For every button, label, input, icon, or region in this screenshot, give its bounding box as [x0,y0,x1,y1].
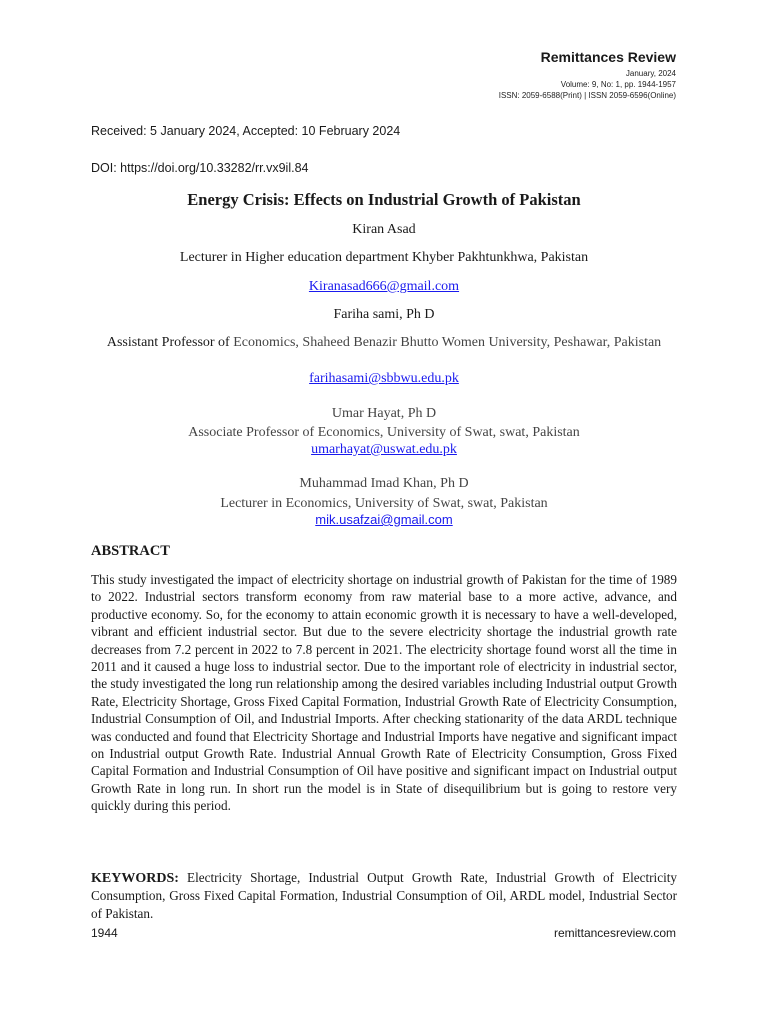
author-3-name: Umar Hayat, Ph D [331,406,437,421]
footer-site[interactable]: remittancesreview.com [553,926,676,940]
author-1-affiliation: Lecturer in Higher education department Khyber Pakhtunkhwa, Pakistan [179,250,589,265]
journal-header [499,48,676,101]
author-2-name: Fariha sami, Ph D [333,307,435,322]
author-2-affiliation [100,334,668,352]
abstract-heading: ABSTRACT [91,543,170,559]
paper-title: Energy Crisis: Effects on Industrial Growth of Pakistan [187,190,581,209]
author-1-email-row [91,278,677,296]
keywords-paragraph [91,869,677,922]
journal-volume: Volume: 9, No: 1, pp. 1944-1957 [560,80,676,89]
author-2-email-link[interactable]: farihasami@sbbwu.edu.pk [309,371,459,386]
author-2-email-row [91,370,677,388]
author-3-affiliation: Associate Professor of Economics, University of Swat, swat, Pakistan [188,425,580,440]
keywords-text: Electricity Shortage, Industrial Output Growth Rate, Industrial Growth of Electricity Consumption, Gross Fixed Capital Formation, Industrial Consumption of Oil, ARDL model, Industrial Sector of Pakistan. [91,870,678,921]
author-4-email-link[interactable]: mik.usafzai@gmail.com [315,512,453,527]
doi-line[interactable]: DOI: https://doi.org/10.33282/rr.vx9il.84 [91,161,309,175]
author-3-email-row [91,441,677,459]
page-number: 1944 [91,926,118,940]
author-4-name: Muhammad Imad Khan, Ph D [299,476,469,491]
received-accepted-dates: Received: 5 January 2024, Accepted: 10 February 2024 [91,124,401,138]
author-1-email-link[interactable]: Kiranasad666@gmail.com [308,279,460,294]
author-4-affiliation: Lecturer in Economics, University of Swat, swat, Pakistan [220,496,548,511]
journal-issn: ISSN: 2059-6588(Print) | ISSN 2059-6596(Online) [498,91,676,100]
author-4-email-row [91,511,677,529]
author-2-affiliation-detail: Economics, Shaheed Benazir Bhutto Women University, Peshawar, Pakistan [233,335,662,350]
keywords-label: KEYWORDS: [91,871,179,886]
journal-date: January, 2024 [625,69,676,78]
author-2-affiliation-prefix: Assistant Professor of [106,335,234,350]
author-3-email-link[interactable]: umarhayat@uswat.edu.pk [311,442,457,457]
abstract-text: This study investigated the impact of electricity shortage on industrial growth of Pakistan for the time of 1989 to 2022. Industrial sectors transform economy from raw material base to a more active, advance, and productive economy. So, for the economy to attain economic growth it is necessary to have a well-developed, vibrant and efficient industrial sector. But due to the severe electricity shortage the industrial growth rate decreases from 7.2 percent in 2022 to 7.8 percent in 2021. The electricity shortage found worst all the time in 2011 and it caused a huge loss to industrial sector. Due to the important role of electricity in industrial sector, the study investigated the long run relationship among the desired variables including Industrial output Growth Rate, Electricity Shortage, Gross Fixed Capital Formation, Industrial Growth Rate of Electricity Consumption, Industrial Consumption of Oil, and Industrial Imports. After checking stationarity of the data ARDL technique was conducted and found that Electricity Shortage and Industrial Imports have negative and significant impact on Industrial output Growth Rate. Industrial Annual Growth Rate of Electricity Consumption, Gross Fixed Capital Formation and Industrial Consumption of Oil have positive and significant impact on Industrial output Growth Rate in long run. In short run the model is in State of disequilibrium but is going to restore very quickly during this period. [91,572,677,814]
journal-name: Remittances Review [540,49,676,65]
author-1-name: Kiran Asad [352,222,416,237]
